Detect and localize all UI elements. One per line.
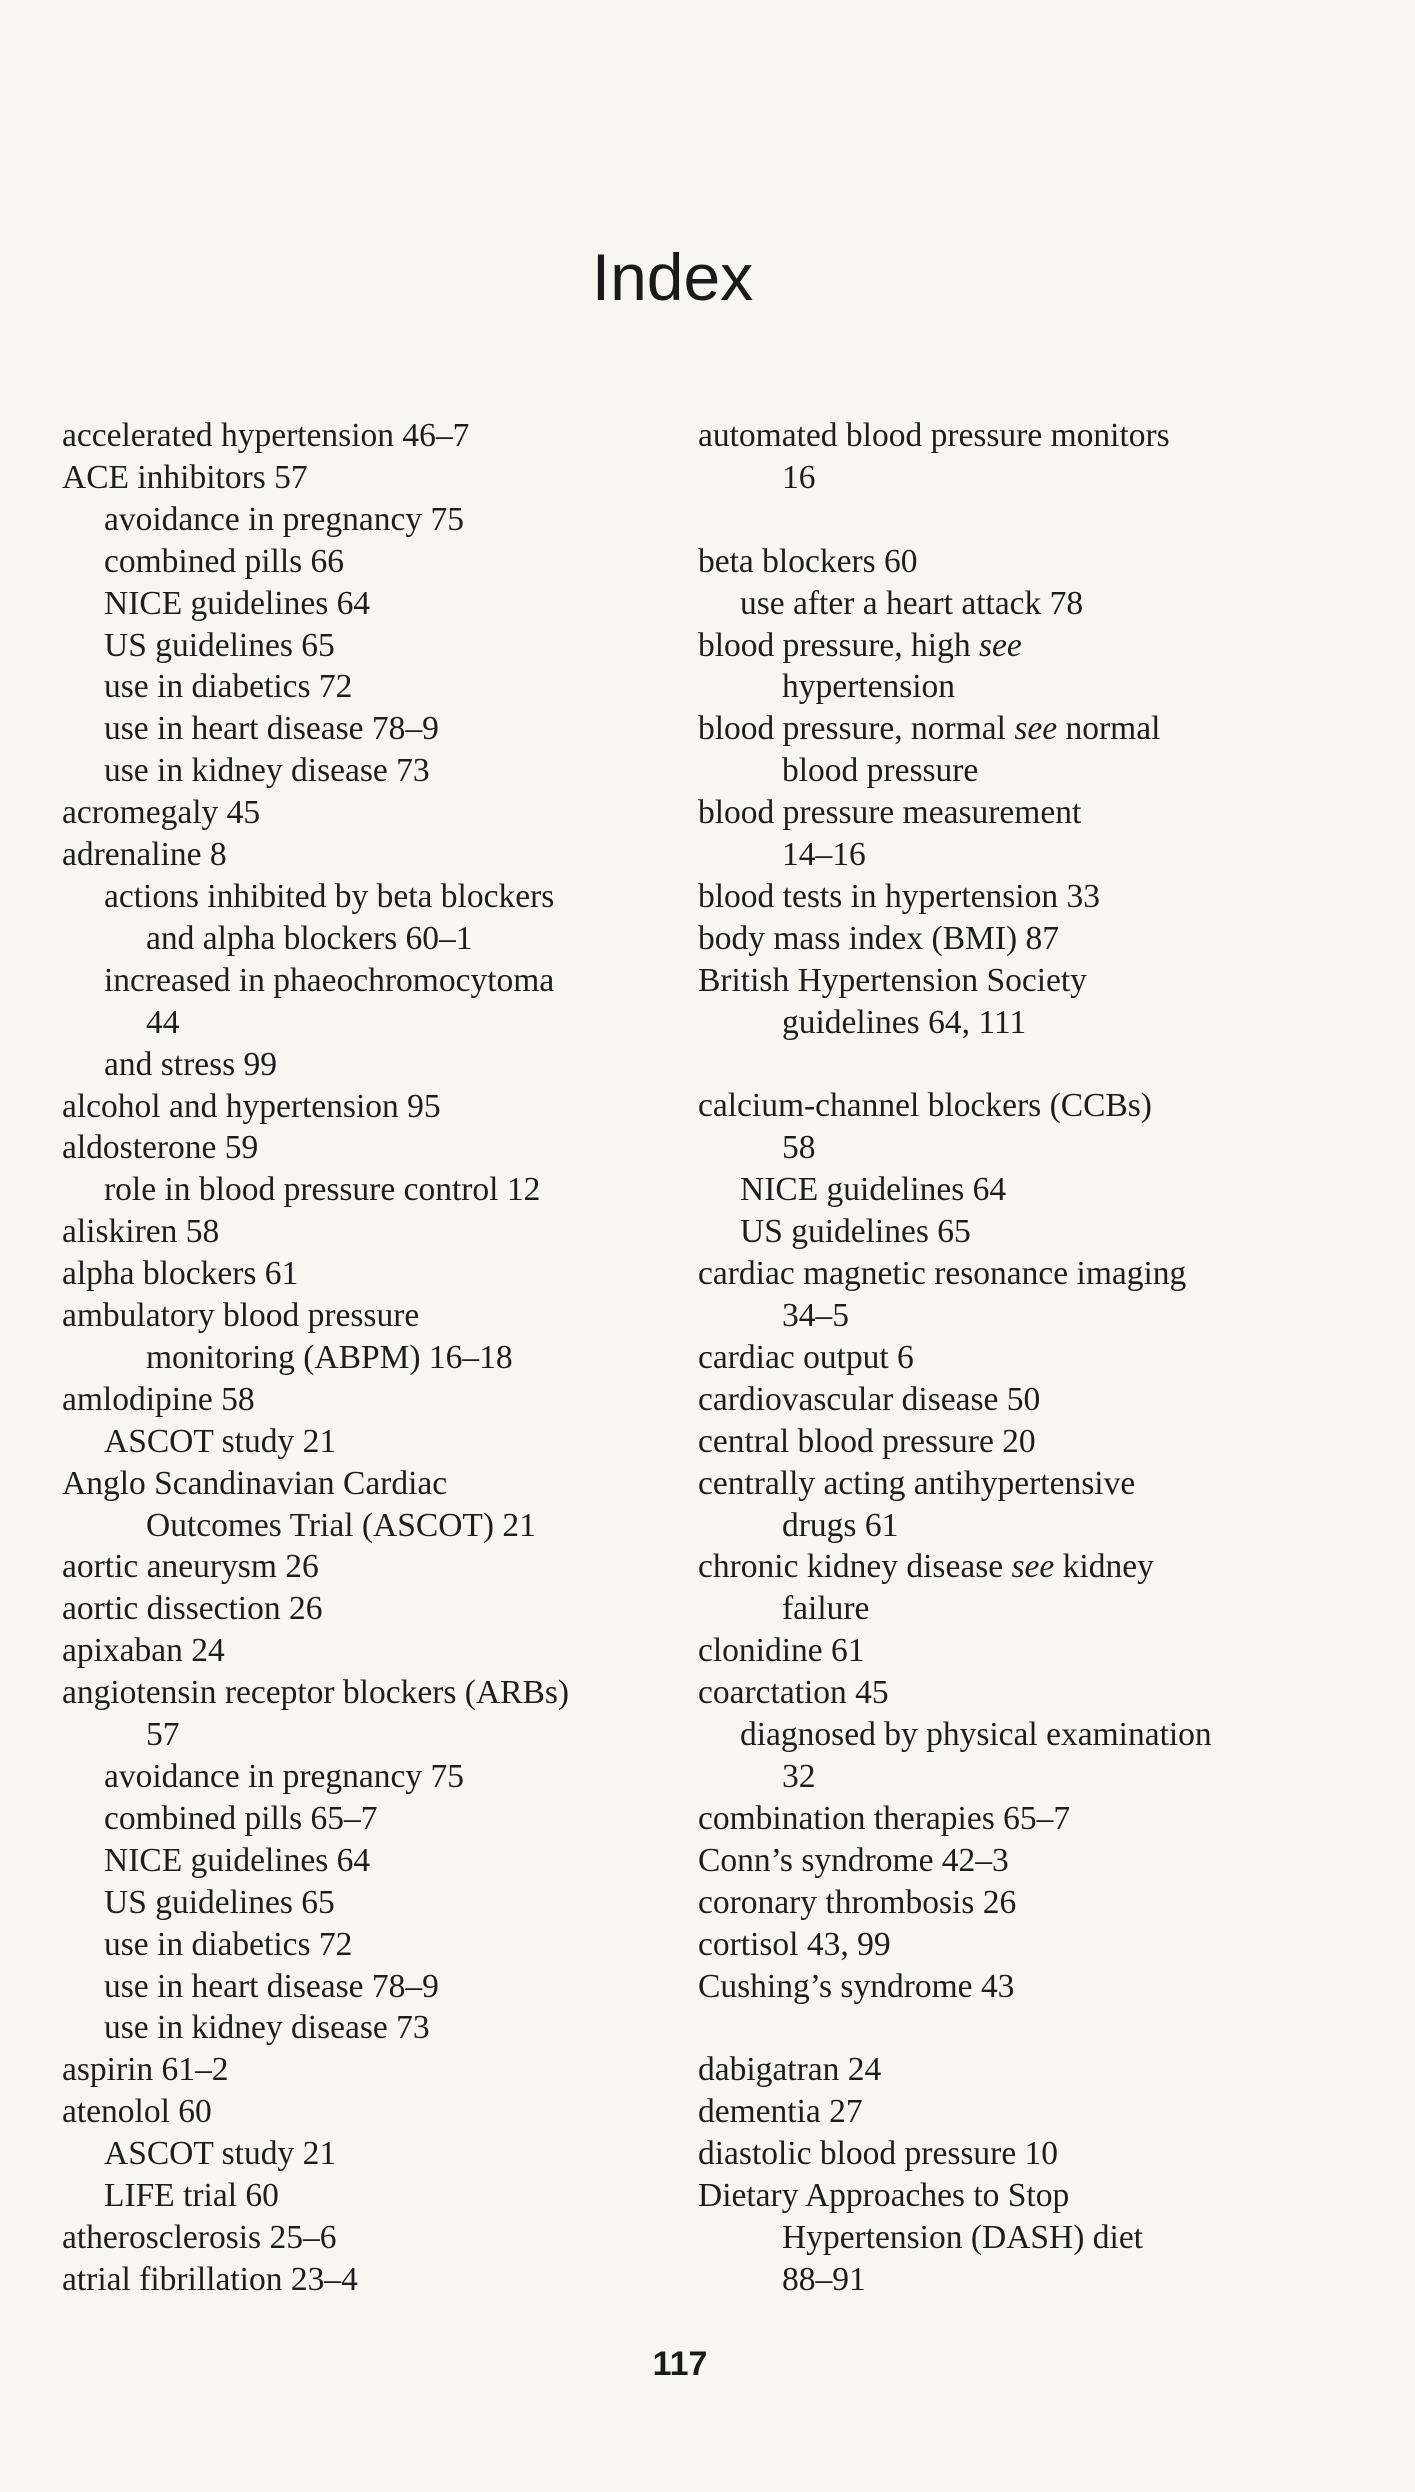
- index-entry: [698, 1463, 1338, 1547]
- index-entry: [698, 792, 1338, 876]
- entry-line: US guidelines 65: [104, 626, 335, 664]
- index-entry: [698, 1630, 1338, 1672]
- index-column-left: [62, 415, 682, 2301]
- index-entry: [698, 1546, 1338, 1630]
- index-entry: [698, 2175, 1338, 2301]
- entry-line: ASCOT study 21: [104, 1422, 337, 1460]
- entry-continuation-line: blood pressure: [782, 752, 979, 790]
- index-subentry: [62, 960, 682, 1044]
- entry-line: avoidance in pregnancy 75: [104, 500, 464, 538]
- entry-line: NICE guidelines 64: [104, 584, 371, 622]
- entry-line: use in kidney disease 73: [104, 752, 430, 790]
- entry-line: atherosclerosis 25–6: [62, 2218, 337, 2256]
- entry-continuation-line: 16: [782, 458, 816, 496]
- index-entry: [62, 1463, 682, 1547]
- entry-line: centrally acting antihypertensive: [698, 1464, 1136, 1502]
- index-entry: [62, 2259, 682, 2301]
- index-subentry: [698, 1211, 1338, 1253]
- entry-line: apixaban 24: [62, 1632, 225, 1670]
- entry-continuation-line: Outcomes Trial (ASCOT) 21: [146, 1506, 536, 1544]
- index-subentry: [62, 1756, 682, 1798]
- index-subentry: [62, 1044, 682, 1086]
- index-subentry: [62, 2133, 682, 2175]
- entry-continuation-line: guidelines 64, 111: [782, 1003, 1027, 1041]
- index-subentry: [62, 1840, 682, 1882]
- index-entry: [698, 960, 1338, 1044]
- index-entry: [698, 708, 1338, 792]
- index-entry: [698, 1253, 1338, 1337]
- entry-continuation-line: 14–16: [782, 836, 866, 874]
- entry-line: Cushing’s syndrome 43: [698, 1967, 1015, 2005]
- page-number: 117: [652, 2345, 708, 2383]
- entry-line: blood tests in hypertension 33: [698, 877, 1100, 915]
- index-entry: [698, 2133, 1338, 2175]
- index-entry: [698, 1421, 1338, 1463]
- index-entry: [62, 1211, 682, 1253]
- entry-line: blood pressure, high see: [698, 626, 1022, 664]
- entry-line: accelerated hypertension 46–7: [62, 417, 470, 454]
- entry-line: diagnosed by physical examination: [740, 1716, 1212, 1754]
- entry-line: use in heart disease 78–9: [104, 710, 439, 748]
- index-entry: [698, 1085, 1338, 1169]
- entry-line: LIFE trial 60: [104, 2177, 279, 2215]
- entry-continuation-line: failure: [782, 1590, 870, 1628]
- entry-line: use in diabetics 72: [104, 668, 353, 706]
- entry-line: cardiac magnetic resonance imaging: [698, 1255, 1187, 1293]
- index-subentry: [62, 1169, 682, 1211]
- entry-line: actions inhibited by beta blockers: [104, 877, 555, 915]
- entry-line: ACE inhibitors 57: [62, 458, 308, 496]
- index-subentry: [62, 1798, 682, 1840]
- entry-line: Dietary Approaches to Stop: [698, 2177, 1070, 2215]
- entry-line: chronic kidney disease see kidney: [698, 1548, 1154, 1586]
- index-entry: [62, 834, 682, 876]
- entry-line: combined pills 66: [104, 542, 345, 580]
- index-entry: [62, 1672, 682, 1756]
- entry-line: coarctation 45: [698, 1674, 889, 1712]
- entry-line: use in diabetics 72: [104, 1925, 353, 1963]
- index-entry: [698, 1924, 1338, 1966]
- entry-continuation-line: 34–5: [782, 1297, 849, 1334]
- index-subentry: [62, 708, 682, 750]
- index-entry: [698, 2091, 1338, 2133]
- index-entry: [62, 2217, 682, 2259]
- entry-line: NICE guidelines 64: [104, 1841, 371, 1879]
- index-subentry: [62, 666, 682, 708]
- entry-line: automated blood pressure monitors: [698, 417, 1170, 454]
- entry-line: avoidance in pregnancy 75: [104, 1758, 464, 1795]
- entry-continuation-line: 57: [146, 1716, 180, 1754]
- index-entry: [62, 1630, 682, 1672]
- entry-line: aspirin 61–2: [62, 2051, 229, 2089]
- index-entry: [698, 1882, 1338, 1924]
- entry-line: coronary thrombosis 26: [698, 1883, 1017, 1921]
- entry-line: body mass index (BMI) 87: [698, 919, 1060, 957]
- entry-continuation-line: 58: [782, 1129, 816, 1167]
- entry-line: acromegaly 45: [62, 794, 261, 832]
- index-subentry: [62, 1882, 682, 1924]
- entry-line: ASCOT study 21: [104, 2135, 337, 2173]
- entry-line: aliskiren 58: [62, 1213, 220, 1251]
- letter-group-gap: [698, 499, 1338, 541]
- entry-line: aortic dissection 26: [62, 1590, 323, 1628]
- index-subentry: [698, 1169, 1338, 1211]
- entry-line: role in blood pressure control 12: [104, 1171, 541, 1209]
- entry-line: dementia 27: [698, 2093, 863, 2131]
- entry-line: cardiovascular disease 50: [698, 1380, 1041, 1418]
- index-entry: [62, 1588, 682, 1630]
- index-entry: [62, 1127, 682, 1169]
- index-subentry: [62, 583, 682, 625]
- entry-line: US guidelines 65: [104, 1883, 335, 1921]
- entry-continuation-line: Hypertension (DASH) diet: [782, 2218, 1143, 2256]
- index-subentry: [698, 583, 1338, 625]
- entry-line: use in kidney disease 73: [104, 2009, 430, 2047]
- entry-line: increased in phaeochromocytoma: [104, 961, 555, 999]
- entry-line: Anglo Scandinavian Cardiac: [62, 1464, 448, 1502]
- entry-line: blood pressure, normal see normal: [698, 710, 1161, 748]
- letter-group-gap: [698, 2007, 1338, 2049]
- index-entry: [698, 918, 1338, 960]
- index-subentry: [62, 1421, 682, 1463]
- index-column-right: [698, 415, 1338, 2301]
- index-subentry: [62, 2175, 682, 2217]
- entry-line: and stress 99: [104, 1045, 278, 1083]
- index-entry: [698, 876, 1338, 918]
- index-entry: [62, 2049, 682, 2091]
- index-entry: [62, 1253, 682, 1295]
- entry-line: atrial fibrillation 23–4: [62, 2260, 358, 2298]
- index-subentry: [62, 499, 682, 541]
- index-entry: [698, 1672, 1338, 1714]
- entry-line: use after a heart attack 78: [740, 584, 1084, 622]
- entry-continuation-line: monitoring (ABPM) 16–18: [146, 1338, 513, 1376]
- index-subentry: [62, 541, 682, 583]
- page-title: Index: [591, 240, 754, 315]
- index-entry: [698, 541, 1338, 583]
- index-entry: [698, 1337, 1338, 1379]
- index-subentry: [62, 2007, 682, 2049]
- entry-line: adrenaline 8: [62, 836, 227, 874]
- entry-line: NICE guidelines 64: [740, 1171, 1007, 1209]
- index-entry: [62, 457, 682, 499]
- entry-line: US guidelines 65: [740, 1213, 971, 1251]
- entry-line: cortisol 43, 99: [698, 1925, 891, 1963]
- index-entry: [698, 1840, 1338, 1882]
- index-entry: [62, 1086, 682, 1128]
- entry-line: alpha blockers 61: [62, 1255, 299, 1293]
- index-entry: [698, 1798, 1338, 1840]
- entry-line: diastolic blood pressure 10: [698, 2135, 1059, 2173]
- entry-line: combination therapies 65–7: [698, 1799, 1071, 1837]
- entry-line: clonidine 61: [698, 1632, 865, 1670]
- entry-line: use in heart disease 78–9: [104, 1967, 439, 2005]
- entry-line: ambulatory blood pressure: [62, 1297, 420, 1335]
- entry-line: dabigatran 24: [698, 2051, 882, 2089]
- index-subentry: [62, 876, 682, 960]
- index-entry: [62, 1546, 682, 1588]
- entry-line: aldosterone 59: [62, 1129, 259, 1167]
- entry-line: beta blockers 60: [698, 542, 918, 580]
- entry-line: British Hypertension Society: [698, 961, 1087, 999]
- index-entry: [698, 2049, 1338, 2091]
- entry-line: aortic aneurysm 26: [62, 1548, 319, 1586]
- index-subentry: [62, 1924, 682, 1966]
- entry-line: alcohol and hypertension 95: [62, 1087, 441, 1125]
- entry-continuation-line: drugs 61: [782, 1506, 899, 1544]
- index-subentry: [62, 625, 682, 667]
- index-subentry: [62, 750, 682, 792]
- index-entry: [62, 2091, 682, 2133]
- index-subentry: [698, 1714, 1338, 1798]
- index-entry: [62, 792, 682, 834]
- entry-line: combined pills 65–7: [104, 1799, 378, 1837]
- index-entry: [62, 415, 682, 457]
- entry-line: amlodipine 58: [62, 1380, 255, 1418]
- index-entry: [698, 1379, 1338, 1421]
- index-entry: [62, 1379, 682, 1421]
- index-entry: [698, 415, 1338, 499]
- entry-continuation-line: and alpha blockers 60–1: [146, 919, 473, 957]
- entry-line: Conn’s syndrome 42–3: [698, 1841, 1009, 1879]
- index-subentry: [62, 1966, 682, 2008]
- index-entry: [698, 1966, 1338, 2008]
- letter-group-gap: [698, 1044, 1338, 1086]
- index-entry: [698, 625, 1338, 709]
- entry-continuation-line: 32: [782, 1757, 816, 1795]
- entry-continuation-line: hypertension: [782, 668, 956, 706]
- entry-line: central blood pressure 20: [698, 1422, 1036, 1460]
- entry-continuation-line: 88–91: [782, 2260, 866, 2298]
- entry-line: atenolol 60: [62, 2093, 212, 2131]
- entry-line: blood pressure measurement: [698, 794, 1082, 832]
- entry-line: angiotensin receptor blockers (ARBs): [62, 1674, 570, 1712]
- entry-continuation-line: 44: [146, 1003, 180, 1041]
- entry-line: calcium-channel blockers (CCBs): [698, 1087, 1152, 1125]
- index-entry: [62, 1295, 682, 1379]
- entry-line: cardiac output 6: [698, 1338, 914, 1376]
